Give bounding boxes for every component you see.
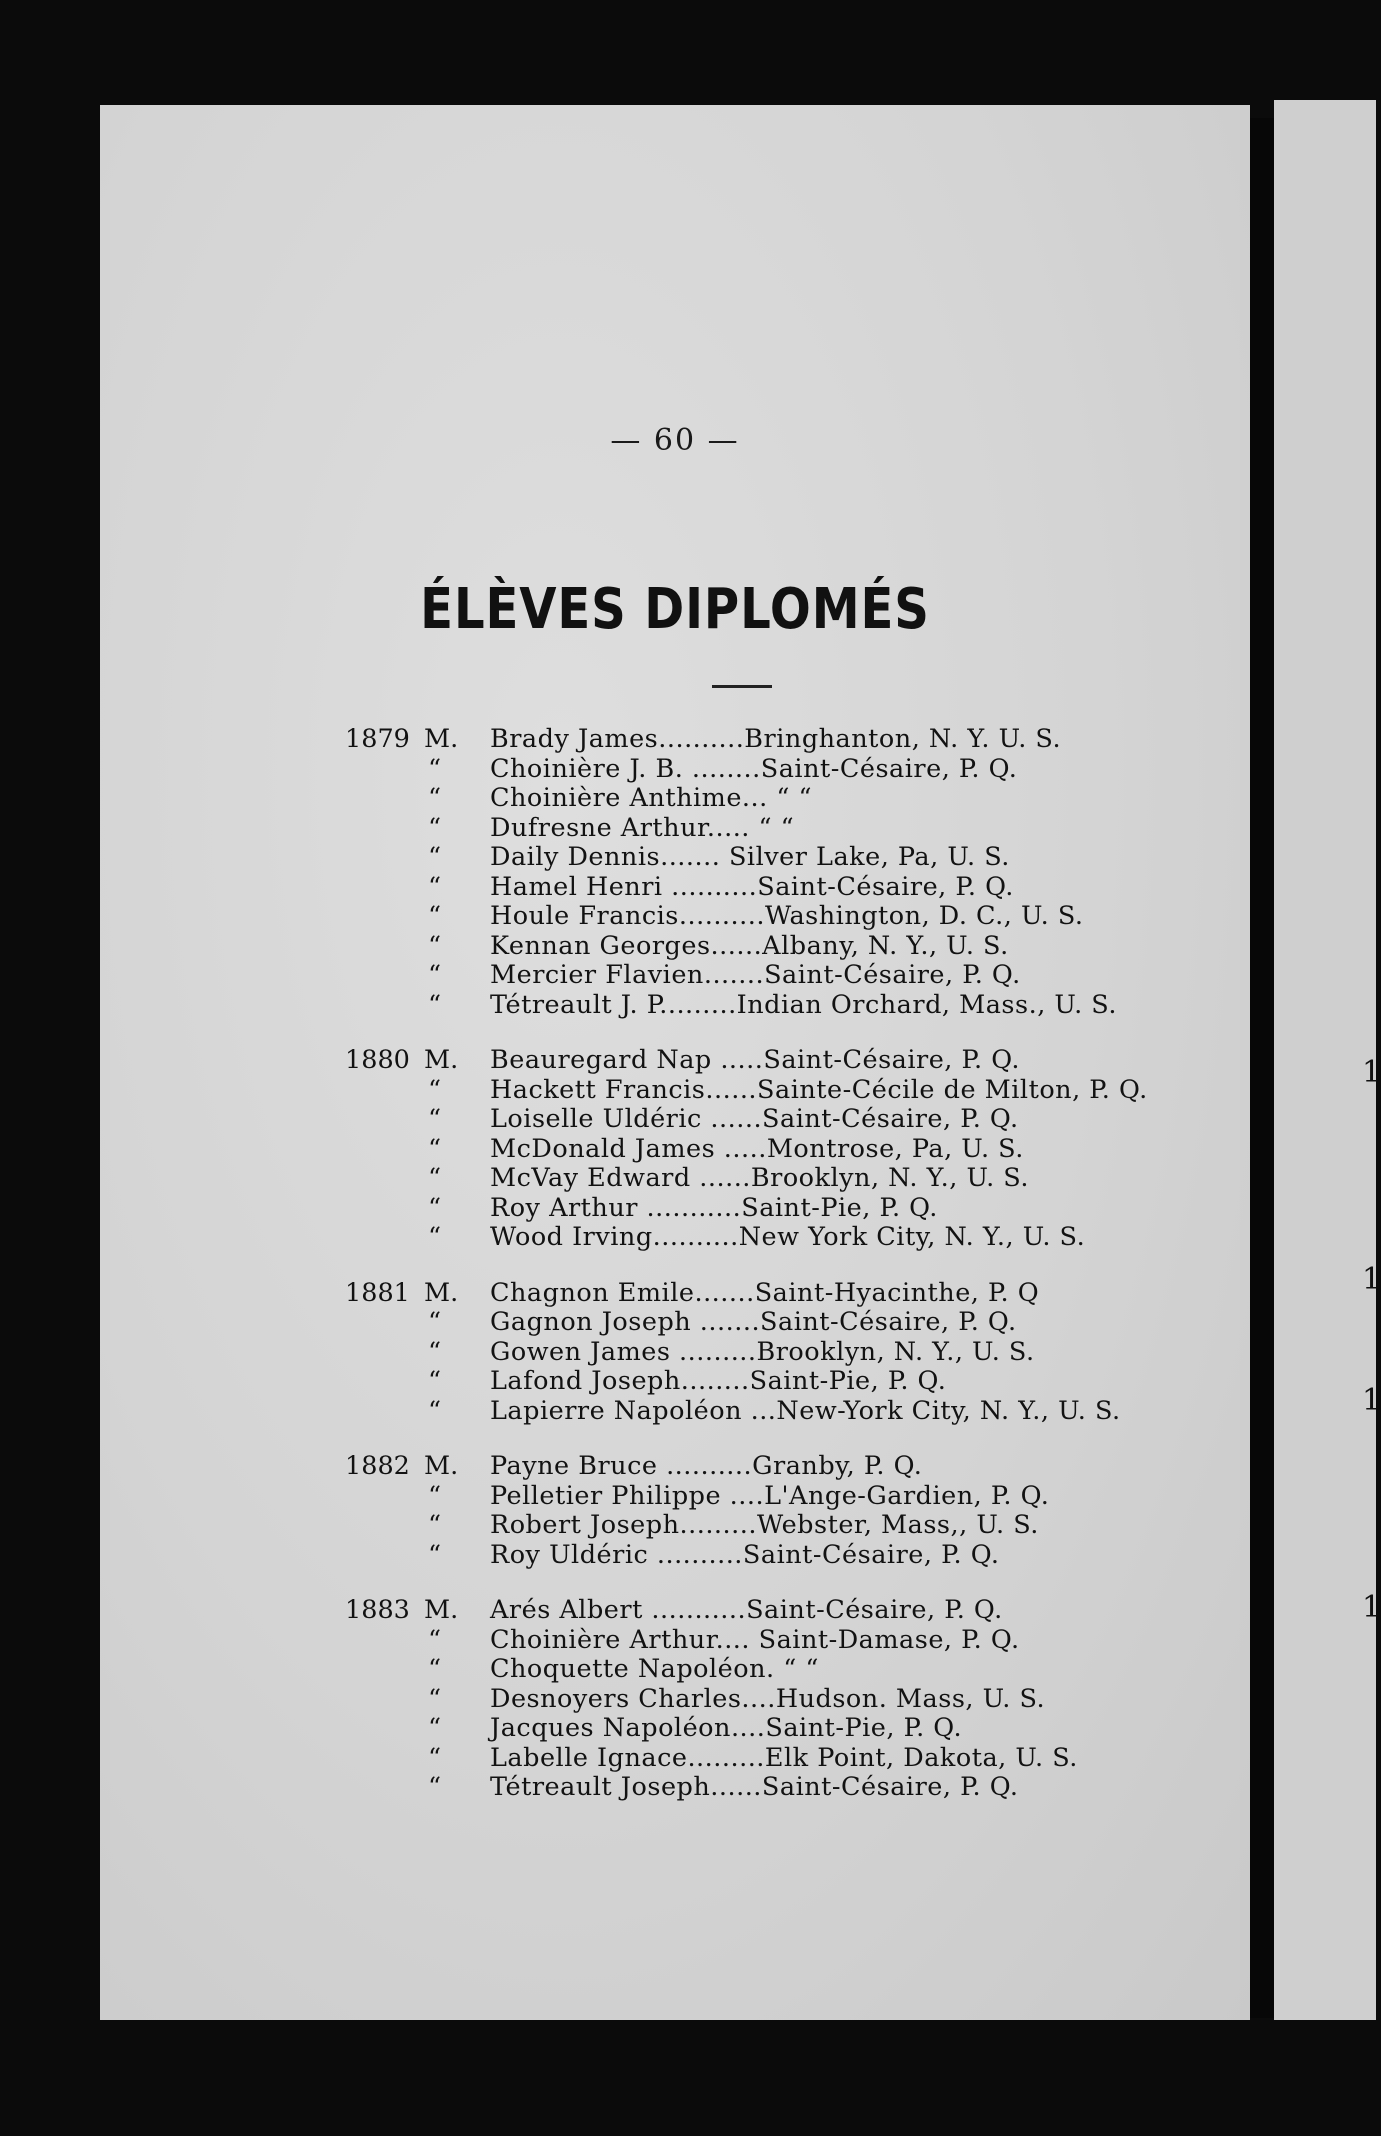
list-item — [100, 1397, 1250, 1427]
list-item — [100, 1279, 1250, 1309]
graduate-entry: Daily Dennis....... Silver Lake, Pa, U. S. — [490, 842, 1010, 872]
honorific: M. — [424, 1277, 459, 1308]
list-item — [100, 1367, 1250, 1397]
graduate-entry: Roy Arthur ...........Saint-Pie, P. Q. — [490, 1192, 938, 1223]
list-item — [100, 725, 1250, 755]
honorific: M. — [424, 1595, 459, 1625]
ditto-mark: “ — [428, 1104, 442, 1134]
graduate-entry: Lapierre Napoléon ...New-York City, N. Y., U. S. — [490, 1395, 1121, 1426]
page-number: — 60 — — [610, 423, 740, 458]
list-item — [100, 961, 1250, 991]
list-item — [100, 1105, 1250, 1135]
year-group — [100, 1452, 1250, 1570]
list-item — [100, 784, 1250, 814]
graduation-year: 1880 — [345, 1045, 410, 1075]
graduate-entry: Brady James..........Bringhanton, N. Y. U. S. — [490, 724, 1062, 754]
facing-page-edge — [1274, 100, 1376, 2020]
list-item — [100, 843, 1250, 873]
ditto-mark: “ — [428, 1336, 442, 1367]
ditto-mark: “ — [428, 842, 442, 872]
list-item — [100, 1685, 1250, 1715]
graduate-entry: Roy Uldéric ..........Saint-Césaire, P. Q. — [490, 1539, 1000, 1570]
graduate-entry: Choinière J. B. ........Saint-Césaire, P. Q. — [490, 753, 1018, 784]
facing-page-fragment: 1 — [1362, 1055, 1381, 1090]
graduate-entry: Gowen James .........Brooklyn, N. Y., U. S. — [490, 1336, 1035, 1367]
page-title: ÉLÈVES DIPLOMÉS — [420, 577, 930, 642]
graduate-entry: Dufresne Arthur..... “ “ — [490, 812, 795, 843]
page-content — [100, 105, 1250, 2020]
ditto-mark: “ — [428, 930, 442, 961]
list-item — [100, 1596, 1250, 1626]
graduate-entry: Jacques Napoléon....Saint-Pie, P. Q. — [490, 1713, 963, 1743]
graduate-entry: Robert Joseph.........Webster, Mass,, U. S. — [490, 1510, 1039, 1540]
ditto-mark: “ — [428, 871, 442, 902]
ditto-mark: “ — [428, 1222, 442, 1252]
list-item — [100, 991, 1250, 1021]
ditto-mark: “ — [428, 1074, 442, 1105]
list-item — [100, 1164, 1250, 1194]
facing-page-fragment: 1 — [1362, 1383, 1381, 1418]
graduate-entry: McDonald James .....Montrose, Pa, U. S. — [490, 1133, 1024, 1164]
graduate-entry: McVay Edward ......Brooklyn, N. Y., U. S. — [490, 1163, 1029, 1193]
list-item — [100, 932, 1250, 962]
graduate-entry: Gagnon Joseph .......Saint-Césaire, P. Q. — [490, 1307, 1017, 1337]
graduate-entry: Desnoyers Charles....Hudson. Mass, U. S. — [490, 1683, 1046, 1714]
graduation-year: 1883 — [345, 1595, 410, 1625]
graduate-entry: Tétreault J. P.........Indian Orchard, Mass., U. S. — [490, 989, 1117, 1020]
graduate-entry: Payne Bruce ..........Granby, P. Q. — [490, 1451, 923, 1481]
year-group — [100, 1279, 1250, 1427]
ditto-mark: “ — [428, 1654, 442, 1684]
graduation-year: 1882 — [345, 1451, 410, 1481]
ditto-mark: “ — [428, 960, 442, 990]
graduate-entry: Beauregard Nap .....Saint-Césaire, P. Q. — [490, 1045, 1020, 1075]
graduate-entry: Kennan Georges......Albany, N. Y., U. S. — [490, 930, 1009, 961]
list-item — [100, 1308, 1250, 1338]
ditto-mark: “ — [428, 901, 442, 931]
list-item — [100, 902, 1250, 932]
list-item — [100, 1714, 1250, 1744]
list-item — [100, 1773, 1250, 1803]
facing-page-fragment: 1 — [1362, 1590, 1381, 1625]
list-item — [100, 1046, 1250, 1076]
list-item — [100, 1511, 1250, 1541]
list-item — [100, 1626, 1250, 1656]
graduate-entry: Labelle Ignace.........Elk Point, Dakota, U. S. — [490, 1742, 1078, 1773]
list-item — [100, 1655, 1250, 1685]
ditto-mark: “ — [428, 1395, 442, 1426]
ditto-mark: “ — [428, 989, 442, 1020]
graduation-year: 1879 — [345, 724, 410, 754]
list-item — [100, 1452, 1250, 1482]
graduate-entry: Arés Albert ...........Saint-Césaire, P. Q. — [490, 1595, 1003, 1625]
list-item — [100, 1541, 1250, 1571]
ditto-mark: “ — [428, 783, 442, 813]
ditto-mark: “ — [428, 1742, 442, 1773]
graduate-entry: Wood Irving..........New York City, N. Y., U. S. — [490, 1222, 1086, 1252]
ditto-mark: “ — [428, 1163, 442, 1193]
ditto-mark: “ — [428, 1307, 442, 1337]
ditto-mark: “ — [428, 812, 442, 843]
ditto-mark: “ — [428, 1366, 442, 1396]
ditto-mark: “ — [428, 1713, 442, 1743]
list-item — [100, 1482, 1250, 1512]
facing-page-fragment: 1 — [1362, 1262, 1381, 1297]
ditto-mark: “ — [428, 1772, 442, 1802]
list-item — [100, 873, 1250, 903]
list-item — [100, 1744, 1250, 1774]
graduate-entry: Loiselle Uldéric ......Saint-Césaire, P. Q. — [490, 1104, 1019, 1134]
ditto-mark: “ — [428, 1192, 442, 1223]
list-item — [100, 1338, 1250, 1368]
graduates-list — [100, 725, 1250, 1829]
page-gutter — [1250, 118, 1274, 2018]
graduate-entry: Choquette Napoléon. “ “ — [490, 1654, 819, 1684]
graduate-entry: Lafond Joseph........Saint-Pie, P. Q. — [490, 1366, 947, 1396]
honorific: M. — [424, 1451, 459, 1481]
list-item — [100, 1194, 1250, 1224]
graduate-entry: Choinière Arthur.... Saint-Damase, P. Q. — [490, 1624, 1020, 1655]
graduate-entry: Houle Francis..........Washington, D. C., U. S. — [490, 901, 1084, 931]
list-item — [100, 1223, 1250, 1253]
ditto-mark: “ — [428, 1133, 442, 1164]
list-item — [100, 814, 1250, 844]
honorific: M. — [424, 1045, 459, 1075]
ditto-mark: “ — [428, 1624, 442, 1655]
graduate-entry: Hackett Francis......Sainte-Cécile de Milton, P. Q. — [490, 1074, 1148, 1105]
ditto-mark: “ — [428, 753, 442, 784]
honorific: M. — [424, 724, 459, 754]
ditto-mark: “ — [428, 1510, 442, 1540]
title-rule — [712, 685, 772, 688]
graduate-entry: Hamel Henri ..........Saint-Césaire, P. Q. — [490, 871, 1014, 902]
year-group — [100, 1046, 1250, 1253]
list-item — [100, 755, 1250, 785]
list-item — [100, 1076, 1250, 1106]
year-group — [100, 1596, 1250, 1803]
graduation-year: 1881 — [345, 1277, 410, 1308]
graduate-entry: Mercier Flavien.......Saint-Césaire, P. Q. — [490, 960, 1021, 990]
graduate-entry: Chagnon Emile.......Saint-Hyacinthe, P. Q — [490, 1277, 1040, 1308]
list-item — [100, 1135, 1250, 1165]
ditto-mark: “ — [428, 1480, 442, 1511]
year-group — [100, 725, 1250, 1020]
ditto-mark: “ — [428, 1683, 442, 1714]
ditto-mark: “ — [428, 1539, 442, 1570]
graduate-entry: Tétreault Joseph......Saint-Césaire, P. Q. — [490, 1772, 1019, 1802]
graduate-entry: Choinière Anthime... “ “ — [490, 783, 813, 813]
graduate-entry: Pelletier Philippe ....L'Ange-Gardien, P. Q. — [490, 1480, 1050, 1511]
